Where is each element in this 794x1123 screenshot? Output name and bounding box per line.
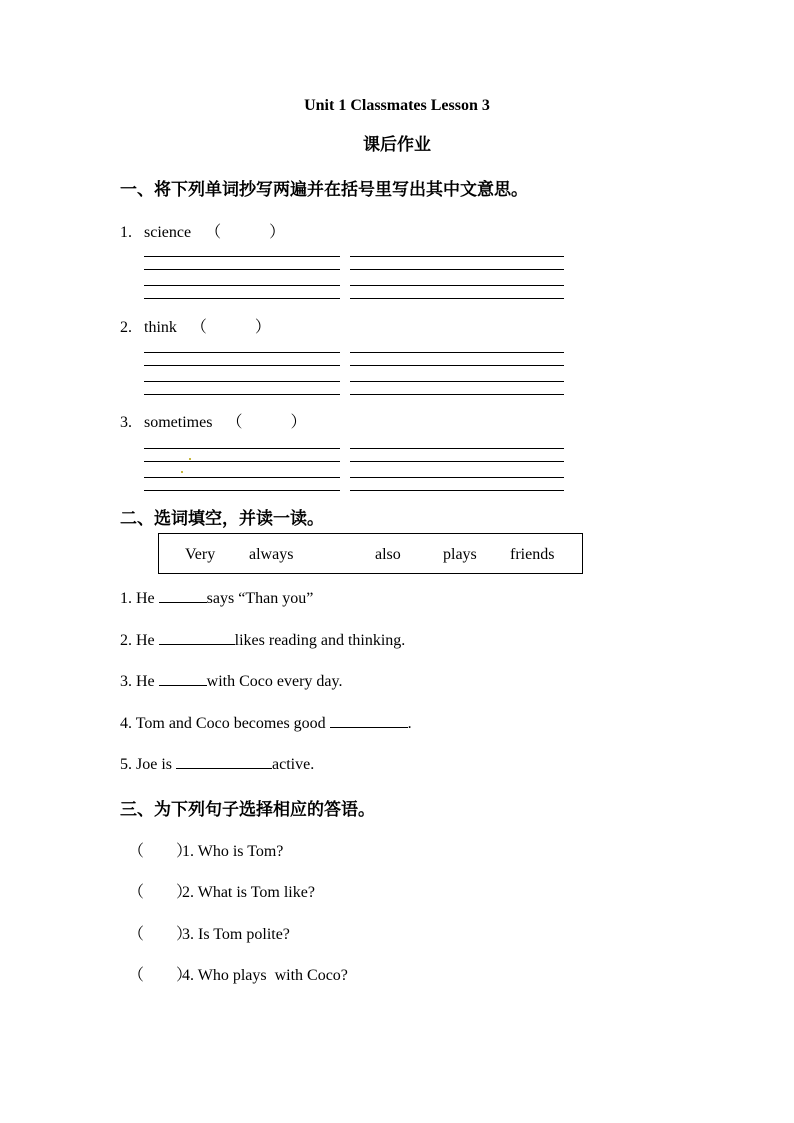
answer-bracket[interactable]: （ ） — [128, 884, 193, 901]
fill-question-2 — [120, 630, 405, 650]
word-bank-item: always — [249, 546, 294, 563]
page-title: Unit 1 Classmates Lesson 3 — [304, 97, 490, 114]
word-item-2 — [120, 314, 271, 337]
answer-bracket[interactable]: （ ） — [128, 843, 193, 860]
word-item-word: science — [144, 224, 192, 241]
word-item-3 — [120, 409, 306, 432]
word-bank-box — [158, 533, 583, 574]
answer-bracket[interactable]: （ ） — [128, 967, 193, 984]
stray-dot — [181, 471, 183, 473]
answer-blank[interactable] — [176, 754, 272, 769]
question-text: 1. He — [120, 590, 159, 607]
match-question-4 — [128, 962, 348, 985]
word-item-1 — [120, 219, 285, 242]
question-text: 3. He — [120, 673, 159, 690]
word-item-number: 3. — [120, 414, 132, 431]
answer-blank[interactable] — [159, 630, 235, 645]
word-item-number: 1. — [120, 224, 132, 241]
question-text: likes reading and thinking. — [234, 632, 406, 649]
match-question-text: 1. Who is Tom? — [182, 843, 284, 860]
word-item-paren: （ ） — [190, 319, 271, 336]
question-text: says “Than you” — [206, 590, 314, 607]
section-2-heading: 二、选词填空，并读一读。 — [120, 509, 324, 529]
fill-question-5 — [120, 754, 314, 774]
word-bank-item: Very — [185, 546, 216, 563]
question-text: with Coco every day. — [206, 673, 343, 690]
match-question-text: 4. Who plays with Coco? — [182, 967, 348, 984]
match-question-3 — [128, 921, 290, 944]
question-text: active. — [272, 756, 315, 773]
word-bank-item: plays — [443, 546, 477, 563]
answer-blank[interactable] — [159, 588, 207, 603]
page-subtitle: 课后作业 — [363, 135, 431, 155]
word-item-word: think — [144, 319, 177, 336]
answer-bracket[interactable]: （ ） — [128, 926, 193, 943]
word-bank-item: also — [375, 546, 401, 563]
answer-blank[interactable] — [159, 671, 207, 686]
word-item-paren: （ ） — [205, 224, 286, 241]
question-text: . — [407, 715, 412, 732]
word-item-paren: （ ） — [226, 414, 307, 431]
match-question-2 — [128, 879, 315, 902]
word-item-number: 2. — [120, 319, 132, 336]
stray-dot — [189, 458, 191, 460]
word-bank-item: friends — [510, 546, 555, 563]
fill-question-1 — [120, 588, 313, 608]
question-text: 5. Joe is — [120, 756, 176, 773]
section-3-heading: 三、为下列句子选择相应的答语。 — [120, 800, 375, 820]
match-question-1 — [128, 838, 283, 861]
match-question-text: 3. Is Tom polite? — [182, 926, 290, 943]
word-item-word: sometimes — [144, 414, 213, 431]
question-text: 4. Tom and Coco becomes good — [120, 715, 330, 732]
answer-blank[interactable] — [330, 713, 408, 728]
fill-question-4 — [120, 713, 412, 733]
section-1-heading: 一、将下列单词抄写两遍并在括号里写出其中文意思。 — [120, 180, 528, 200]
question-text: 2. He — [120, 632, 159, 649]
match-question-text: 2. What is Tom like? — [182, 884, 315, 901]
fill-question-3 — [120, 671, 342, 691]
